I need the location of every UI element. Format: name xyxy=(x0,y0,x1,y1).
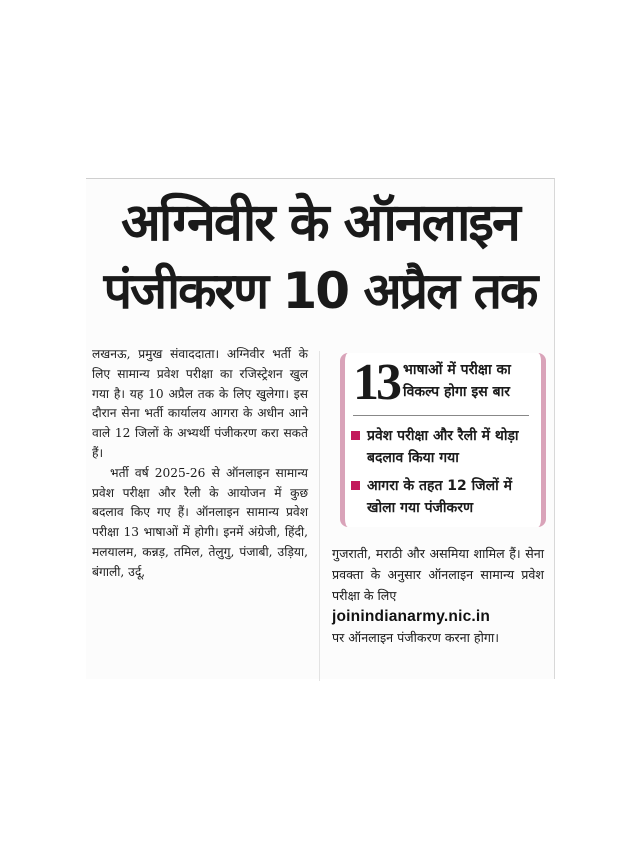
left-paragraph-2: भर्ती वर्ष 2025-26 से ऑनलाइन सामान्य प्रवेश परीक्षा और रैली के आयोजन में कुछ बदलाव किए गए हैं। ऑनलाइन सामान्य प्रवेश परीक्षा 13 भाषाओं में होगी। इनमें अंग्रेजी, हिंदी, मलयालम, कन्नड़, तमिल, तेलुगु, पंजाबी, उड़िया, बंगाली, उर्दू, xyxy=(92,465,308,579)
news-clipping xyxy=(86,178,555,679)
right-text-before-url: गुजराती, मराठी और असमिया शामिल हैं। सेना प्रवक्ता के अनुसार ऑनलाइन सामान्य प्रवेश परीक्षा के लिए xyxy=(332,546,544,603)
highlight-bullet xyxy=(351,425,533,469)
highlight-heading: भाषाओं में परीक्षा का विकल्प होगा इस बार xyxy=(403,362,511,400)
website-url: joinindianarmy.nic.in xyxy=(332,608,491,625)
left-column xyxy=(92,345,308,583)
right-text-after-url: पर ऑनलाइन पंजीकरण करना होगा। xyxy=(332,630,499,645)
right-column xyxy=(332,543,544,648)
bullet-square-icon xyxy=(351,481,360,490)
highlight-number: 13 xyxy=(353,354,399,411)
highlight-bullet xyxy=(351,475,533,519)
headline-line-2: पंजीकरण 10 अप्रैल तक xyxy=(103,262,537,320)
highlight-bullet-text: प्रवेश परीक्षा और रैली में थोड़ा बदलाव किया गया xyxy=(367,428,519,466)
headline-line-1: अग्निवीर के ऑनलाइन xyxy=(121,193,519,253)
highlight-bullet-text: आगरा के तहत 12 जिलों में खोला गया पंजीकरण xyxy=(367,478,513,516)
headline xyxy=(92,189,548,325)
left-paragraph-1: लखनऊ, प्रमुख संवाददाता। अग्निवीर भर्ती के लिए सामान्य प्रवेश परीक्षा का रजिस्ट्रेशन खुल गया है। यह 10 अप्रैल तक के लिए खुलेगा। इस दौरान सेना भर्ती कार्यालय आगरा के अधीन आने वाले 12 जिलों के अभ्यर्थी पंजीकरण करा सकते हैं। xyxy=(92,347,308,460)
highlight-box xyxy=(340,353,546,527)
highlight-rule xyxy=(353,415,529,416)
column-divider xyxy=(319,351,320,681)
bullet-square-icon xyxy=(351,431,360,440)
